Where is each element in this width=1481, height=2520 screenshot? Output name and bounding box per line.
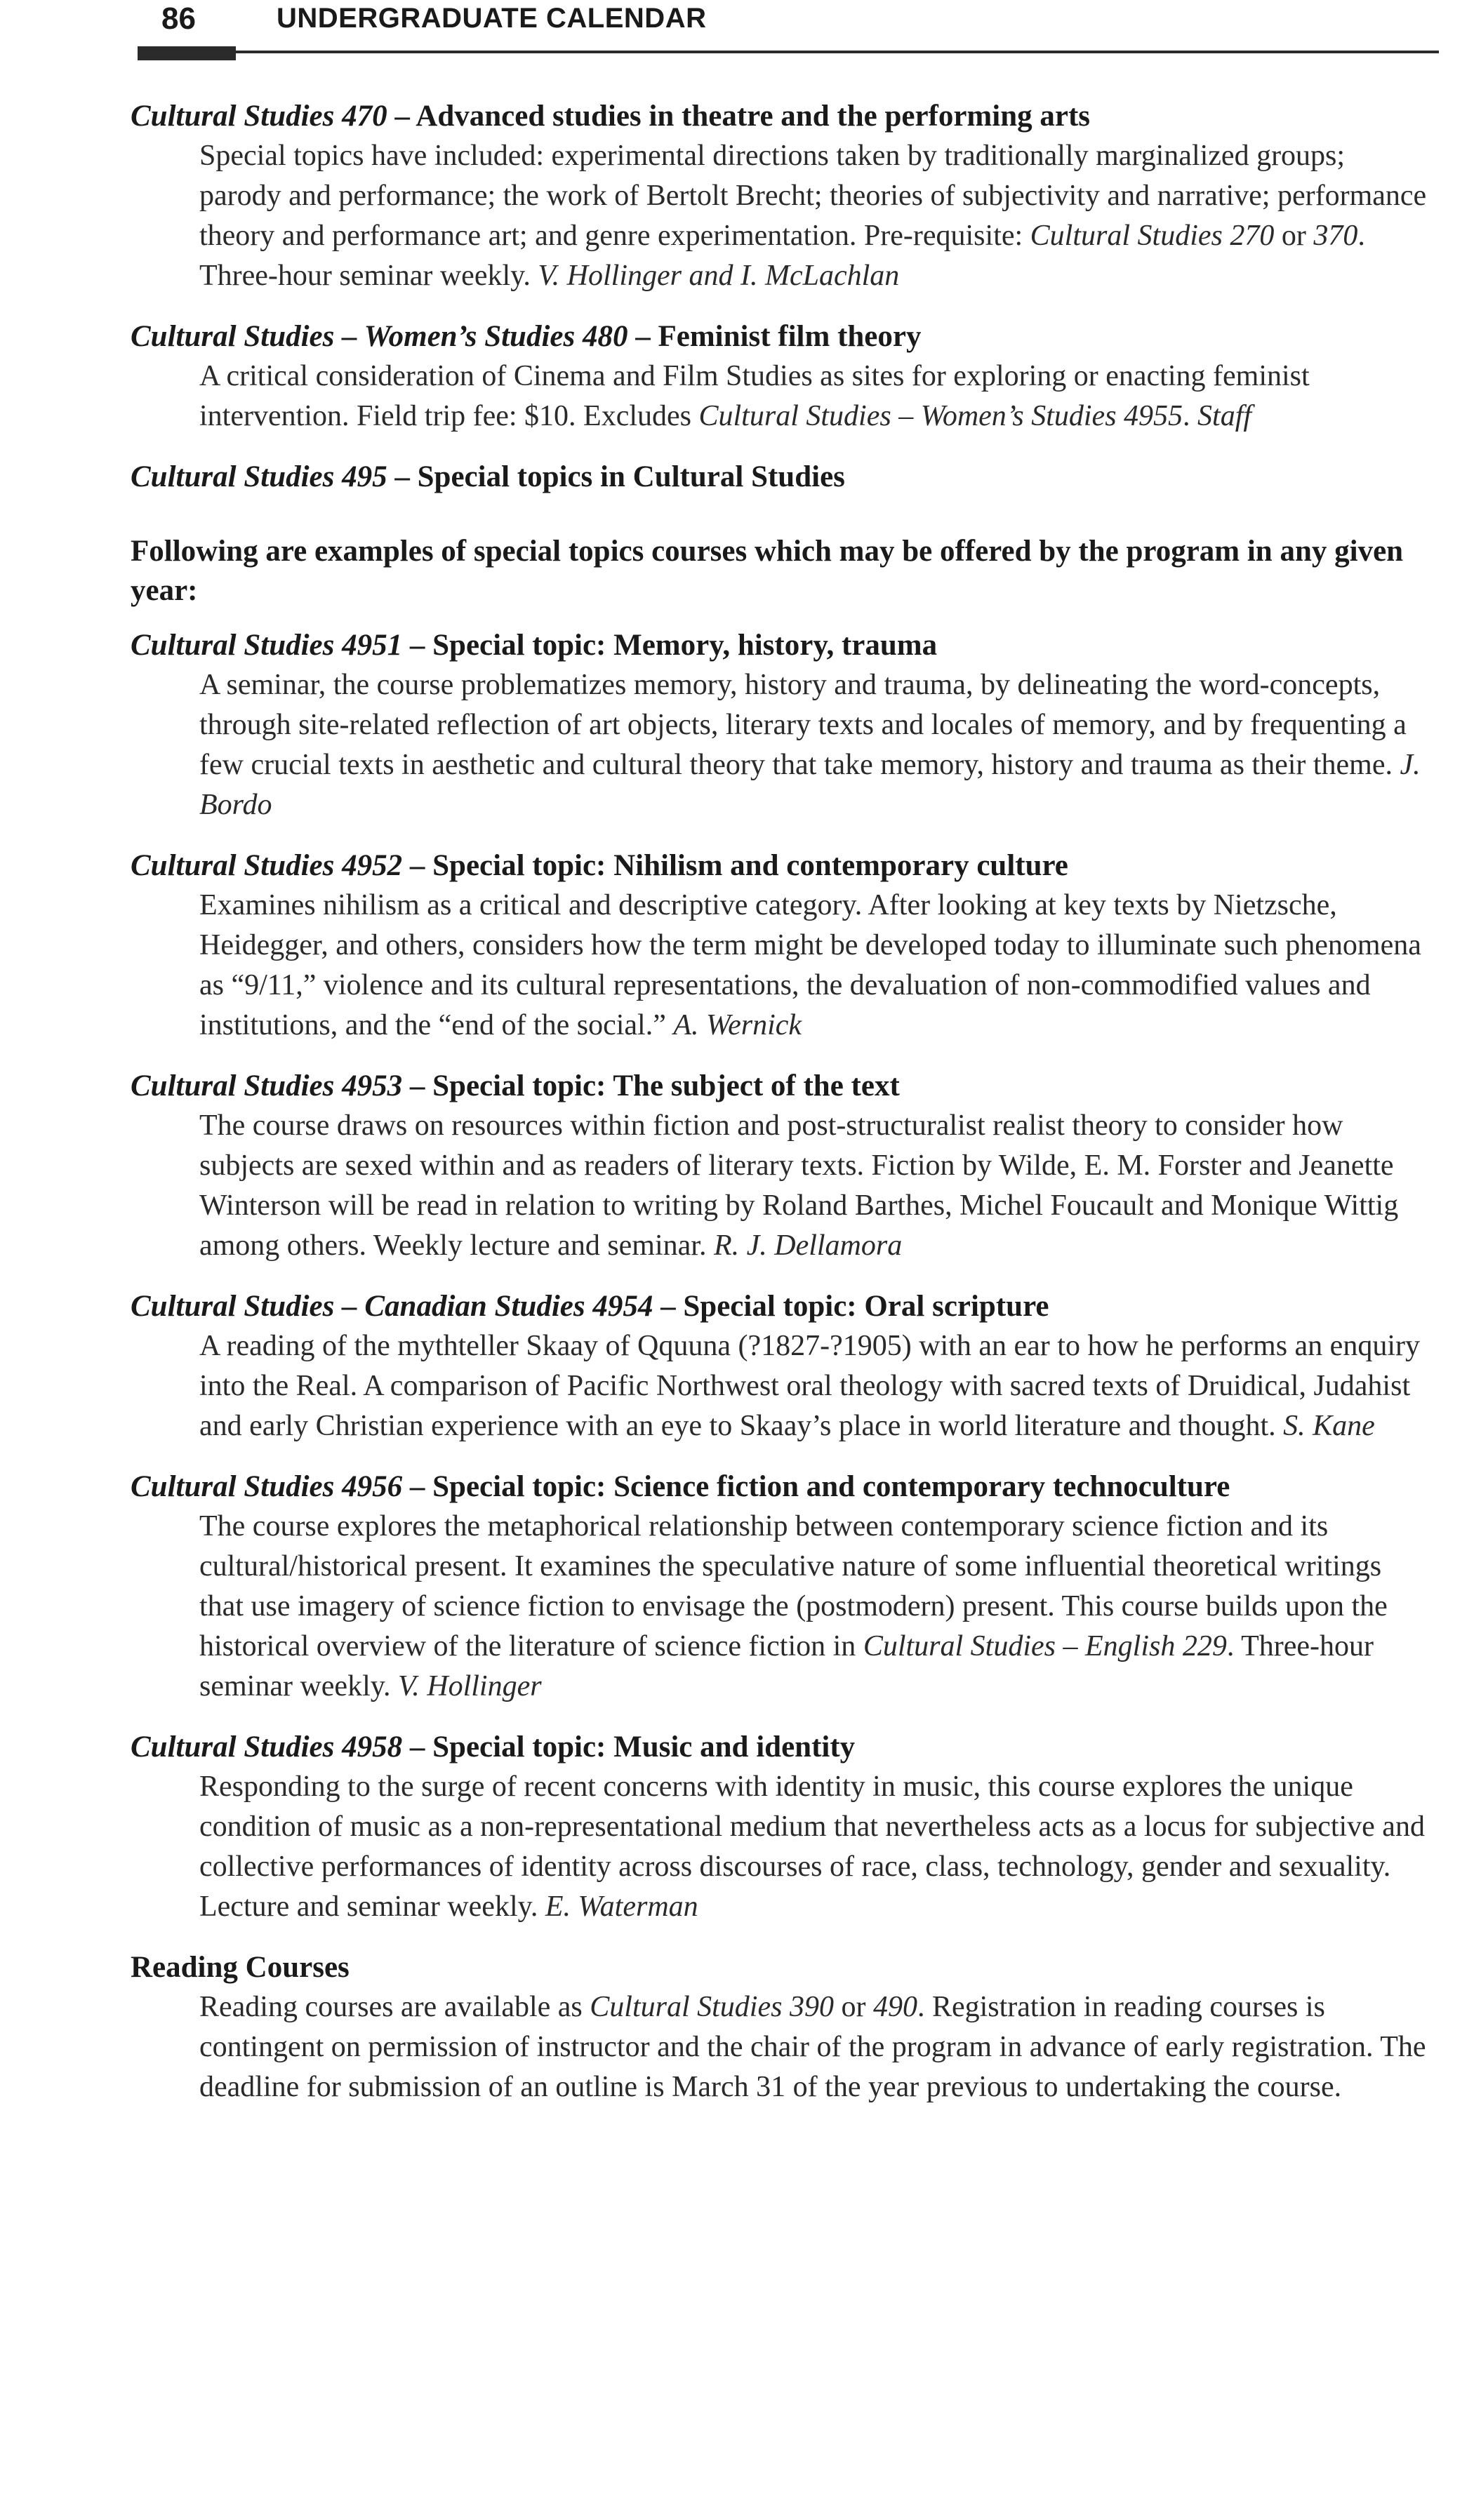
course-entry [131, 1067, 1432, 1266]
instructor: Staff [1197, 400, 1252, 432]
description-text: or [1274, 220, 1314, 252]
instructor: V. Hollinger [398, 1670, 542, 1702]
course-code: Cultural Studies 495 [131, 460, 387, 493]
course-code: Cultural Studies 470 [131, 100, 387, 133]
instructor: E. Waterman [545, 1891, 698, 1923]
course-heading: Cultural Studies – Women’s Studies 480 – Feminist film theory [131, 320, 922, 353]
course-entry [131, 626, 1432, 825]
course-listing [131, 97, 1432, 2128]
instructor: S. Kane [1283, 1410, 1375, 1442]
course-entry [131, 1728, 1432, 1927]
course-heading: Cultural Studies 4956 – Special topic: Science fiction and contemporary technoculture [131, 1470, 1230, 1503]
description-text: A reading of the mythteller Skaay of Qquuna (?1827-?1905) with an ear to how he performs an enquiry into the Real. A comparison of Pacific Northwest oral theology with sacred texts of Druidical, Judahist and early Christian experience with an eye to Skaay’s place in world literature and thought. [199, 1330, 1420, 1442]
section-description [131, 1987, 1432, 2107]
course-code: Cultural Studies 4952 [131, 849, 403, 882]
course-title: Advanced studies in theatre and the performing arts [416, 100, 1090, 133]
course-heading: Cultural Studies 4951 – Special topic: Memory, history, trauma [131, 629, 938, 662]
header-rule [138, 51, 1439, 53]
course-title: Feminist film theory [658, 320, 922, 353]
course-title: Special topic: Nihilism and contemporary culture [432, 849, 1068, 882]
course-code: Cultural Studies 4958 [131, 1731, 403, 1764]
course-reference: 370 [1313, 220, 1358, 252]
course-code: Cultural Studies 4951 [131, 629, 403, 662]
description-text: . [1183, 400, 1198, 432]
course-title: Special topic: The subject of the text [432, 1069, 900, 1102]
course-code: Cultural Studies – Women’s Studies 480 [131, 320, 628, 353]
course-description [131, 1507, 1432, 1707]
course-entry [131, 846, 1432, 1046]
course-description [131, 1326, 1432, 1446]
special-topics-intro: Following are examples of special topics courses which may be offered by the program in any given year: [131, 535, 1404, 607]
instructor: V. Hollinger and I. McLachlan [538, 260, 900, 292]
course-reference: Cultural Studies – Women’s Studies 4955 [698, 400, 1183, 432]
description-text: . Three-hour seminar weekly. [199, 220, 1365, 292]
page-number: 86 [161, 1, 196, 36]
description-text: . Three-hour seminar weekly. [199, 1630, 1374, 1702]
instructor: R. J. Dellamora [713, 1229, 903, 1262]
course-heading: Cultural Studies 495 – Special topics in Cultural Studies [131, 460, 845, 493]
course-description [131, 886, 1432, 1046]
section-heading: Reading Courses [131, 1951, 350, 1984]
course-title: Special topic: Music and identity [432, 1731, 856, 1764]
course-title: Special topic: Memory, history, trauma [432, 629, 938, 662]
description-text: Responding to the surge of recent concerns with identity in music, this course explores the unique condition of music as a non-representational medium that nevertheless acts as a locus for subjective and collective performances of identity across discourses of race, class, technology, gender and sexuality. Lecture and seminar weekly. [199, 1771, 1425, 1923]
instructor: J. Bordo [199, 749, 1421, 821]
running-title: UNDERGRADUATE CALENDAR [277, 3, 707, 34]
description-text: . Registration in reading courses is contingent on permission of instructor and the chair of the program in advance of early registration. The deadline for submission of an outline is March 31 of the year previous to undertaking the course. [199, 1991, 1426, 2103]
description-text: Reading courses are available as [199, 1991, 590, 2023]
course-entry [131, 458, 1432, 497]
course-reference: Cultural Studies 390 [590, 1991, 834, 2023]
course-reference: 490 [872, 1991, 917, 2023]
description-text: or [833, 1991, 873, 2023]
course-description [131, 665, 1432, 825]
description-text: A critical consideration of Cinema and Film Studies as sites for exploring or enacting feminist intervention. Field trip fee: $10. Excludes [199, 360, 1310, 432]
course-title: Special topic: Oral scripture [683, 1290, 1049, 1323]
instructor: A. Wernick [673, 1009, 802, 1041]
course-title: Special topic: Science fiction and contemporary technoculture [432, 1470, 1230, 1503]
course-entry [131, 97, 1432, 296]
course-title: Special topics in Cultural Studies [417, 460, 845, 493]
course-heading: Cultural Studies 4958 – Special topic: Music and identity [131, 1731, 856, 1764]
course-description [131, 1767, 1432, 1927]
course-entry [131, 1287, 1432, 1446]
course-heading: Cultural Studies 4952 – Special topic: Nihilism and contemporary culture [131, 849, 1068, 882]
course-entry [131, 1467, 1432, 1707]
description-text: A seminar, the course problematizes memory, history and trauma, by delineating the word-concepts, through site-related reflection of art objects, literary texts and locales of memory, and by frequenting a few crucial texts in aesthetic and cultural theory that take memory, history and trauma as their theme. [199, 669, 1407, 781]
course-reference: Cultural Studies – English 229 [863, 1630, 1227, 1662]
description-text: The course draws on resources within fiction and post-structuralist realist theory to consider how subjects are sexed within and as readers of literary texts. Fiction by Wilde, E. M. Forster and Jeanette Winterson will be read in relation to writing by Roland Barthes, Michel Foucault and Monique Wittig among others. Weekly lecture and seminar. [199, 1109, 1399, 1262]
description-text: Special topics have included: experimental directions taken by traditionally marginalized groups; parody and performance; the work of Bertolt Brecht; theories of subjectivity and narrative; performance theory and performance art; and genre experimentation. Pre-requisite: [199, 140, 1427, 252]
course-description [131, 136, 1432, 296]
running-head [138, 0, 1439, 65]
description-text: Examines nihilism as a critical and descriptive category. After looking at key texts by Nietzsche, Heidegger, and others, considers how the term might be developed today to illuminate such phenomena as “9/11,” violence and its cultural representations, the devaluation of non-commodified values and institutions, and the “end of the social.” [199, 889, 1421, 1041]
reading-courses-section [131, 1948, 1432, 2107]
header-rule-block [138, 46, 236, 60]
course-code: Cultural Studies 4956 [131, 1470, 403, 1503]
course-heading: Cultural Studies 4953 – Special topic: The subject of the text [131, 1069, 900, 1102]
course-heading: Cultural Studies – Canadian Studies 4954 – Special topic: Oral scripture [131, 1290, 1049, 1323]
course-code: Cultural Studies – Canadian Studies 4954 [131, 1290, 653, 1323]
course-reference: Cultural Studies 270 [1030, 220, 1275, 252]
course-heading: Cultural Studies 470 – Advanced studies in theatre and the performing arts [131, 100, 1090, 133]
course-description [131, 1106, 1432, 1266]
course-entry [131, 317, 1432, 436]
course-code: Cultural Studies 4953 [131, 1069, 403, 1102]
description-text: The course explores the metaphorical relationship between contemporary science fiction and its cultural/historical present. It examines the speculative nature of some influential theoretical writings that use imagery of science fiction to envisage the (postmodern) present. This course builds upon the historical overview of the literature of science fiction in [199, 1510, 1388, 1662]
course-description [131, 356, 1432, 436]
